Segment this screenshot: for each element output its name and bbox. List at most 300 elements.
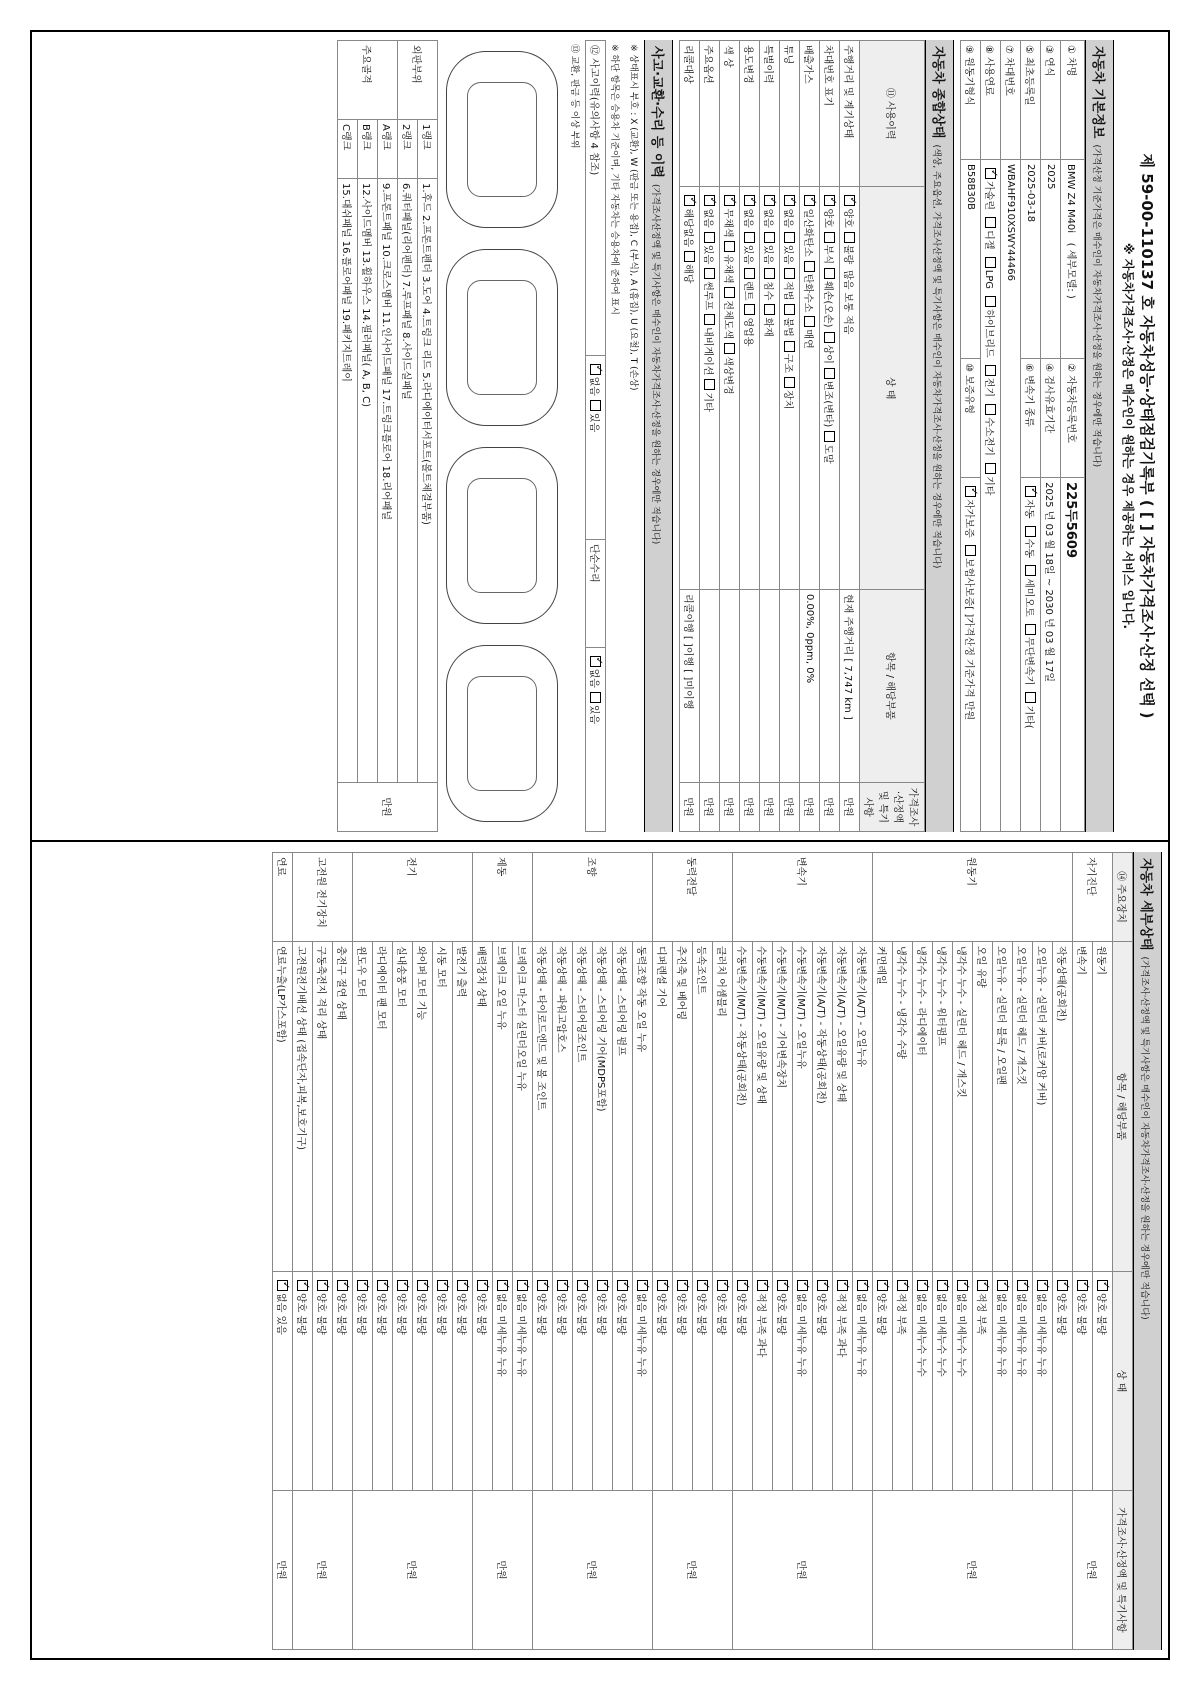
row-sub — [780, 590, 800, 783]
state-options: 없음 미세누유 누유 — [1035, 1293, 1046, 1377]
item-label: 브레이크 오일 누유 — [493, 942, 513, 1272]
item-state — [313, 1272, 333, 1491]
group-won: 만원 — [273, 1491, 293, 1650]
item-label: 작동상태(공회전) — [1053, 942, 1073, 1272]
vin-label: ⑦ 차대번호 — [1001, 41, 1021, 160]
state-options: 적정 부족 — [895, 1293, 906, 1335]
checkbox[interactable] — [797, 1280, 808, 1291]
state-options: 없음 미세누수 누수 — [915, 1293, 926, 1377]
option-label: 있음 — [762, 244, 773, 265]
item-state — [433, 1272, 453, 1491]
checkbox[interactable] — [937, 1280, 948, 1291]
state-options: 양호 불량 — [1055, 1293, 1066, 1335]
basic-header: 자동차 기본정보(가격산정 기준가격은 매수인이 자동차가격조사·산정을 원하는 경우에만 적습니다) — [1085, 40, 1114, 832]
outer-label: 외판부위 — [398, 41, 438, 120]
checkbox[interactable] — [804, 261, 815, 272]
option-label: 있음 — [702, 244, 713, 265]
checkbox[interactable] — [985, 217, 996, 228]
option-label: 도말 — [822, 444, 833, 464]
checkbox[interactable] — [517, 1280, 528, 1291]
document-frame — [30, 30, 1170, 1660]
checkbox[interactable] — [977, 1280, 988, 1291]
checkbox[interactable] — [684, 251, 695, 262]
row-won: 만원 — [700, 783, 720, 832]
checkbox[interactable] — [824, 195, 835, 206]
state-options: 양호 불량 — [695, 1293, 706, 1335]
checkbox[interactable] — [417, 1280, 428, 1291]
checkbox[interactable] — [764, 304, 775, 315]
option-label: 해당없음 — [682, 208, 693, 248]
checkbox[interactable] — [784, 304, 795, 315]
option-label: 내비게이션 — [702, 327, 713, 376]
item-label: 구동축전지 격리 상태 — [313, 942, 333, 1272]
checkbox[interactable] — [824, 431, 835, 442]
checkbox[interactable] — [1017, 1280, 1028, 1291]
basic-table — [960, 40, 1085, 832]
checkbox[interactable] — [677, 1280, 688, 1291]
checkbox[interactable] — [590, 692, 601, 703]
checkbox[interactable] — [985, 168, 996, 179]
checkbox[interactable] — [837, 1280, 848, 1291]
group-label: 연료 — [273, 853, 293, 942]
checkbox[interactable] — [784, 268, 795, 279]
option-label: 적법 — [782, 281, 793, 301]
rank-won: 만원 — [338, 783, 438, 832]
row-label: 리콜대상 — [680, 41, 700, 187]
reg-number: 225두5609 — [1061, 478, 1085, 832]
checkbox[interactable] — [590, 656, 601, 667]
rankA-label: A랭크 — [378, 120, 398, 179]
general-row — [760, 41, 780, 832]
option-label: 없음 — [782, 208, 793, 228]
option-label: 해당 — [682, 264, 693, 284]
group-won: 만원 — [533, 1491, 653, 1650]
rankC-label: C랭크 — [338, 120, 358, 179]
row-options — [820, 187, 840, 590]
row-sub — [700, 590, 720, 783]
checkbox[interactable] — [844, 232, 855, 243]
checkbox[interactable] — [337, 1280, 348, 1291]
item-label: 추진축 및 베어링 — [673, 942, 693, 1272]
item-label: 오일 유량 — [973, 942, 993, 1272]
checkbox[interactable] — [704, 195, 715, 206]
row-won: 만원 — [720, 783, 740, 832]
trans-options: ✓자동 수동 세미오토 무단변속기 기타( — [1021, 478, 1041, 832]
state-options: 양호 불량 — [675, 1293, 686, 1335]
row-sub — [760, 590, 780, 783]
checkbox[interactable] — [724, 343, 735, 354]
item-state — [393, 1272, 413, 1491]
item-label: 오일누유 - 실린더 헤드 / 개스킷 — [1013, 942, 1033, 1272]
row-sub — [820, 590, 840, 783]
option-label: 불법 — [782, 317, 793, 337]
option-label: 썬루프 — [702, 281, 713, 311]
col-item: 항목 / 해당부품 — [1113, 942, 1133, 1272]
detail-row — [633, 853, 653, 1650]
item-state — [553, 1272, 573, 1491]
row-options — [700, 187, 720, 590]
checkbox[interactable] — [1077, 1280, 1088, 1291]
checkbox[interactable] — [897, 1280, 908, 1291]
state-options: 없음 미세누유 누유 — [495, 1293, 506, 1377]
item-label: 작동상태 - 타이로드엔드 및 볼 조인트 — [533, 942, 553, 1272]
group-won: 만원 — [473, 1491, 533, 1650]
checkbox[interactable] — [357, 1280, 368, 1291]
checkbox[interactable] — [1057, 1280, 1068, 1291]
row-extra: 많음 보통 적음 — [842, 270, 853, 335]
row-options — [680, 187, 700, 590]
checkbox[interactable] — [844, 195, 855, 206]
checkbox[interactable] — [657, 1280, 668, 1291]
inspect-value: 2025 년 03 월 18일 ~ 2030 년 03 월 17일 — [1041, 478, 1061, 832]
option-label: 영업용 — [742, 317, 753, 347]
legend2: ※ 하단 항목은 승용차 기준이며, 기타 자동차는 승용차에 준하여 표시 — [609, 44, 619, 315]
accident-q-table — [585, 40, 606, 832]
checkbox[interactable] — [764, 232, 775, 243]
car-under-diagram — [446, 447, 558, 624]
checkbox[interactable] — [764, 195, 775, 206]
checkbox[interactable] — [704, 268, 715, 279]
checkbox[interactable] — [590, 400, 601, 411]
col-sub: 항목 / 해당부품 — [860, 590, 925, 783]
checkbox[interactable] — [704, 232, 715, 243]
detail-row — [453, 853, 473, 1650]
row-won: 만원 — [800, 783, 820, 832]
row-won: 만원 — [820, 783, 840, 832]
checkbox[interactable] — [824, 232, 835, 243]
fuel-options: ✓가솔린 디젤 LPG 하이브리드 전기 수소전기 기타 — [981, 160, 1001, 832]
group-label: 자기진단 — [1073, 853, 1113, 942]
option-label: 기타 — [702, 392, 713, 412]
row-label: 배출가스 — [800, 41, 820, 187]
detail-row — [333, 853, 353, 1650]
checkbox[interactable] — [824, 268, 835, 279]
group-won: 만원 — [873, 1491, 1073, 1650]
row-label: 튜닝 — [780, 41, 800, 187]
option-label: 양호 — [822, 208, 833, 228]
checkbox[interactable] — [757, 1280, 768, 1291]
state-options: 양호 불량 — [335, 1293, 346, 1335]
engine-value: B58B30B — [961, 160, 981, 359]
item-state — [933, 1272, 953, 1491]
checkbox[interactable] — [717, 1280, 728, 1291]
checkbox[interactable] — [590, 364, 601, 375]
title-prefix: 제 — [1138, 153, 1156, 169]
checkbox[interactable] — [784, 195, 795, 206]
state-options: 양호 불량 — [475, 1293, 486, 1335]
checkbox[interactable] — [597, 1280, 608, 1291]
item-state — [493, 1272, 513, 1491]
general-row — [800, 41, 820, 832]
option-label: 불량 — [842, 244, 853, 265]
state-options: 양호 불량 — [1075, 1293, 1086, 1335]
item-label: 수동변속기(M/T) - 작동상태(공회전) — [733, 942, 753, 1272]
item-label: 등속조인트 — [693, 942, 713, 1272]
row-label: 주요옵션 — [700, 41, 720, 187]
checkbox[interactable] — [877, 1280, 888, 1291]
option-label: 양호 — [842, 208, 853, 228]
col-item: ⑪ 사용이력 — [860, 41, 925, 187]
checkbox[interactable] — [804, 316, 815, 327]
state-options: 양호 불량 — [1095, 1293, 1106, 1335]
state-options: 양호 불량 — [775, 1293, 786, 1335]
checkbox[interactable] — [704, 379, 715, 390]
detail-row — [273, 853, 293, 1650]
checkbox[interactable] — [397, 1280, 408, 1291]
legend: ※ 상태표시 부호 : X (교환), W (판금 또는 용접), C (부식), A (흠집), U (요철), T (손상) — [628, 44, 638, 391]
rank1-items: 1.후드 2.프론트펜더 3.도어 4.트렁크 리드 5.라디에이터서포트(볼트체결부품) — [418, 179, 438, 783]
item-label: 동력조향 작동 오일 누유 — [633, 942, 653, 1272]
option-label: 색상변경 — [722, 356, 733, 395]
rankB-label: B랭크 — [358, 120, 378, 179]
checkbox[interactable] — [917, 1280, 928, 1291]
state-options: 양호 불량 — [875, 1293, 886, 1335]
checkbox[interactable] — [557, 1280, 568, 1291]
item-label: 고전원전기배선 상태 (접속단자,피복,보호기구) — [293, 942, 313, 1272]
group-label: 제동 — [473, 853, 533, 942]
checkbox[interactable] — [1037, 1280, 1048, 1291]
row-label: 색 상 — [720, 41, 740, 187]
option-label: 유채색 — [722, 254, 733, 284]
item-label: 디퍼렌셜 기어 — [653, 942, 673, 1272]
item-label: 냉각수 누수 - 워터펌프 — [933, 942, 953, 1272]
item-state — [1033, 1272, 1053, 1491]
item-label: 작동상태 - 스티어링 기어(MDPS포함) — [593, 942, 613, 1272]
simple-options: ✓없음있음 — [586, 647, 606, 831]
col-price: 가격조사·산정액 및 특기사항 — [1113, 1491, 1133, 1650]
col-main: ⑭ 주요장치 — [1113, 853, 1133, 942]
checkbox[interactable] — [737, 1280, 748, 1291]
state-options: 양호 불량 — [435, 1293, 446, 1335]
item-label: 냉각수 누수 - 실린더 헤드 / 개스킷 — [953, 942, 973, 1272]
state-options: 양호 불량 — [615, 1293, 626, 1335]
item-label: 자동변속기(A/T) - 오일유량 및 상태 — [833, 942, 853, 1272]
rankC-items: 15.대쉬패널 16.플로어패널 19.패키지트레이 — [338, 179, 358, 783]
item-state — [533, 1272, 553, 1491]
checkbox[interactable] — [297, 1280, 308, 1291]
checkbox[interactable] — [317, 1280, 328, 1291]
checkbox[interactable] — [477, 1280, 488, 1291]
item-state — [1093, 1272, 1113, 1491]
checkbox[interactable] — [704, 314, 715, 325]
item-state — [993, 1272, 1013, 1491]
item-label: 냉각수 누수 - 라디에이터 — [913, 942, 933, 1272]
item-label: 작동상태 - 스티어링조인트 — [573, 942, 593, 1272]
checkbox[interactable] — [985, 404, 996, 415]
checkbox[interactable] — [857, 1280, 868, 1291]
checkbox[interactable] — [277, 1280, 288, 1291]
item-state — [913, 1272, 933, 1491]
option-label: 화재 — [762, 317, 773, 337]
car-front-diagram — [446, 51, 558, 228]
q12-label: ⑫ 사고이력(유의사항 4 참조) — [586, 41, 606, 356]
checkbox[interactable] — [537, 1280, 548, 1291]
trans-label: ⑥ 변속기 종류 — [1021, 359, 1041, 478]
checkbox[interactable] — [744, 268, 755, 279]
group-label: 변속기 — [733, 853, 873, 942]
item-label: 오일누유 - 실린더 블록 / 오일팬 — [993, 942, 1013, 1272]
item-state — [753, 1272, 773, 1491]
checkbox[interactable] — [784, 341, 795, 352]
state-options: 양호 불량 — [715, 1293, 726, 1335]
item-state — [773, 1272, 793, 1491]
row-sub — [740, 590, 760, 783]
group-label: 고전원 전기장치 — [293, 853, 353, 942]
checkbox[interactable] — [457, 1280, 468, 1291]
right-panel — [32, 844, 1168, 1658]
item-state — [973, 1272, 993, 1491]
row-label: 특별이력 — [760, 41, 780, 187]
doc-title — [1120, 40, 1158, 832]
engine-label: ⑨ 원동기형식 — [961, 41, 981, 160]
item-state — [613, 1272, 633, 1491]
year-label: ③ 연식 — [1041, 41, 1061, 160]
state-options: 없음 미세누수 누수 — [955, 1293, 966, 1377]
detail-header: 자동차 세부상태(가격조사·산정액 및 특기사항은 매수인이 자동차가격조사·산정을 원하는 경우에만 적습니다) — [1133, 852, 1162, 1650]
item-state — [333, 1272, 353, 1491]
checkbox[interactable] — [744, 195, 755, 206]
state-options: 적정 부족 과다 — [755, 1293, 766, 1358]
q13-label: ⑬ 교환, 판금 등 이상 부위 — [569, 44, 579, 149]
checkbox[interactable] — [997, 1280, 1008, 1291]
checkbox[interactable] — [824, 332, 835, 343]
option-label: 상이 — [822, 344, 833, 364]
item-label: 수동변속기(M/T) - 기어변속장치 — [773, 942, 793, 1272]
checkbox[interactable] — [577, 1280, 588, 1291]
checkbox[interactable] — [697, 1280, 708, 1291]
detail-row — [513, 853, 533, 1650]
reg-label: ② 자동차등록번호 — [1061, 359, 1085, 478]
state-options: 양호 불량 — [815, 1293, 826, 1335]
state-options: 없음 미세누유 누유 — [635, 1293, 646, 1377]
rankA-items: 9.프론트패널 10.크로스멤버 11.인사이드패널 17.트렁크플로어 18.리어패널 — [378, 179, 398, 783]
item-label: 수동변속기(M/T) - 오일유량 및 상태 — [753, 942, 773, 1272]
checkbox[interactable] — [784, 377, 795, 388]
row-options — [800, 187, 820, 590]
checkbox[interactable] — [1025, 565, 1036, 576]
item-label: 윈도우 모터 — [353, 942, 373, 1272]
state-options: 없음 미세누유 누유 — [855, 1293, 866, 1377]
row-won: 만원 — [740, 783, 760, 832]
state-options: 양호 불량 — [575, 1293, 586, 1335]
checkbox[interactable] — [684, 195, 695, 206]
checkbox[interactable] — [985, 296, 996, 307]
row-won: 만원 — [760, 783, 780, 832]
state-options: 없음 있음 — [275, 1293, 286, 1335]
item-label: 클러치 어셈블리 — [713, 942, 733, 1272]
checkbox[interactable] — [1097, 1280, 1108, 1291]
item-label: 실내송풍 모터 — [393, 942, 413, 1272]
item-state — [513, 1272, 533, 1491]
rank2-label: 2랭크 — [398, 120, 418, 179]
checkbox[interactable] — [985, 365, 996, 376]
checkbox[interactable] — [497, 1280, 508, 1291]
checkbox[interactable] — [957, 1280, 968, 1291]
item-label: 작동상태 - 스티어링 펌프 — [613, 942, 633, 1272]
checkbox[interactable] — [724, 195, 735, 206]
checkbox[interactable] — [1025, 526, 1036, 537]
checkbox[interactable] — [824, 368, 835, 379]
checkbox[interactable] — [965, 486, 976, 497]
option-label: 렌트 — [742, 281, 753, 301]
item-state — [953, 1272, 973, 1491]
checkbox[interactable] — [817, 1280, 828, 1291]
checkbox[interactable] — [724, 241, 735, 252]
checkbox[interactable] — [617, 1280, 628, 1291]
checkbox[interactable] — [1025, 692, 1036, 703]
item-state — [713, 1272, 733, 1491]
state-options: 없음 미세누유 누유 — [515, 1293, 526, 1377]
row-won: 만원 — [840, 783, 860, 832]
checkbox[interactable] — [985, 463, 996, 474]
state-options: 양호 불량 — [355, 1293, 366, 1335]
general-row — [840, 41, 860, 832]
checkbox[interactable] — [744, 232, 755, 243]
q12-options: ✓없음있음 — [586, 355, 606, 539]
checkbox[interactable] — [724, 287, 735, 298]
checkbox[interactable] — [1025, 486, 1036, 497]
option-label: 일산화탄소 — [802, 208, 813, 257]
item-label: 발전기 출력 — [453, 942, 473, 1272]
item-label: 자동변속기(A/T) - 오일누유 — [853, 942, 873, 1272]
general-header: 자동차 종합상태(색상, 주요옵션, 가격조사산정액 및 특기사항은 매수인이 자동차가격조사·산정을 원하는 경우에만 적습니다) — [925, 40, 954, 832]
general-row — [680, 41, 700, 832]
checkbox[interactable] — [784, 232, 795, 243]
checkbox[interactable] — [637, 1280, 648, 1291]
state-options: 없음 미세누수 누수 — [935, 1293, 946, 1377]
warranty-label: ⑩ 보증유형 — [961, 359, 981, 478]
checkbox[interactable] — [777, 1280, 788, 1291]
checkbox[interactable] — [744, 304, 755, 315]
item-state — [413, 1272, 433, 1491]
checkbox[interactable] — [377, 1280, 388, 1291]
state-options: 양호 불량 — [375, 1293, 386, 1335]
item-label: 냉각수 누수 - 냉각수 수량 — [893, 942, 913, 1272]
title-main: 호 자동차성능·상태점검기록부 ( [ ] 자동차가격조사·산정 선택 ) — [1138, 295, 1156, 719]
item-label: 변속기 — [1073, 942, 1093, 1272]
item-state — [853, 1272, 873, 1491]
checkbox[interactable] — [965, 545, 976, 556]
checkbox[interactable] — [985, 257, 996, 268]
item-state — [813, 1272, 833, 1491]
item-state — [293, 1272, 313, 1491]
simple-repair-label: 단순수리 — [586, 539, 606, 647]
option-label: 전체도색 — [722, 300, 733, 340]
item-state — [373, 1272, 393, 1491]
car-top-diagram — [446, 249, 558, 426]
group-label: 조향 — [533, 853, 653, 942]
checkbox[interactable] — [437, 1280, 448, 1291]
item-state — [873, 1272, 893, 1491]
checkbox[interactable] — [764, 268, 775, 279]
state-options: 양호 불량 — [555, 1293, 566, 1335]
rankB-items: 12.사이드멤버 13.휠하우스 14.필러패널( A, B, C) — [358, 179, 378, 783]
row-sub: 0.00%, 0ppm, 0% — [800, 590, 820, 783]
item-state — [673, 1272, 693, 1491]
item-state — [633, 1272, 653, 1491]
model-label: ① 차명 — [1061, 41, 1085, 160]
warranty-options: ✓자가보증 보험사보증[ ]가격산정 기준가격 만원 — [961, 478, 981, 832]
detail-table — [272, 852, 1133, 1650]
checkbox[interactable] — [804, 195, 815, 206]
checkbox[interactable] — [1025, 624, 1036, 635]
row-won: 만원 — [780, 783, 800, 832]
option-label: 없음 — [762, 208, 773, 228]
row-options — [740, 187, 760, 590]
state-options: 없음 미세누유 누유 — [995, 1293, 1006, 1377]
general-row — [700, 41, 720, 832]
detail-row — [1053, 853, 1073, 1650]
